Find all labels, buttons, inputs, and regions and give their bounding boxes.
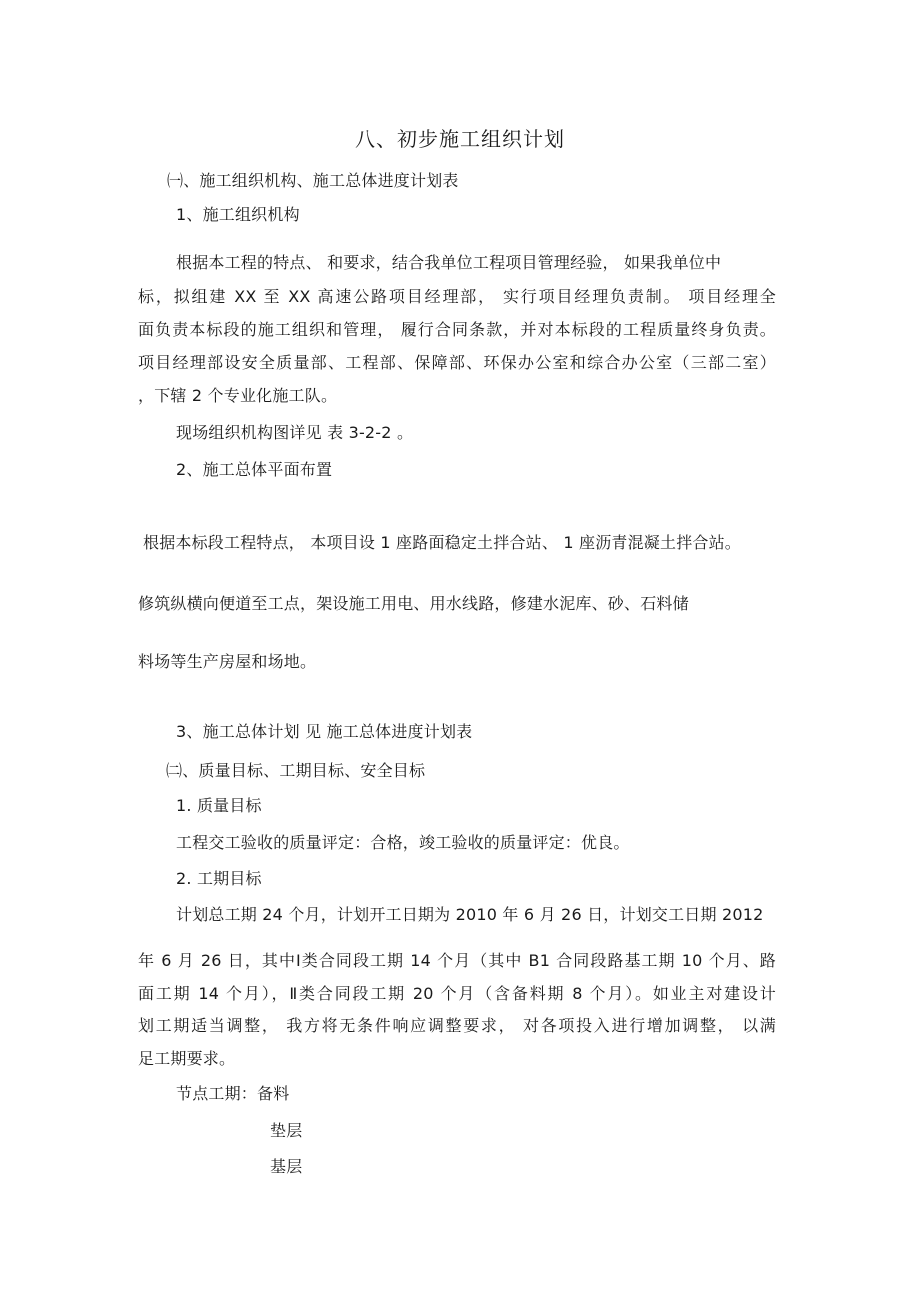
node-schedule-row xyxy=(176,1084,289,1104)
node-schedule-item: 备料 xyxy=(257,1084,290,1103)
subsection-heading-2-2: 2. 工期目标 xyxy=(176,869,262,888)
paragraph-line: 面负责本标段的施工组织和管理， 履行合同条款，并对本标段的工程质量终身负责。 xyxy=(138,320,776,339)
paragraph-line: 修筑纵横向便道至工点，架设施工用电、用水线路，修建水泥库、砂、石料储 xyxy=(138,594,689,613)
subsection-heading-1-1: 1、施工组织机构 xyxy=(176,205,300,224)
paragraph-line: 料场等生产房屋和场地。 xyxy=(138,652,317,671)
page-title: 八、初步施工组织计划 xyxy=(355,127,565,151)
section-heading-2: ㈡、质量目标、工期目标、安全目标 xyxy=(166,761,426,780)
org-chart-reference: 现场组织机构图详见 表 3-2-2 。 xyxy=(176,423,414,442)
paragraph-line: 足工期要求。 xyxy=(138,1049,236,1068)
subsection-heading-1-3: 3、施工总体计划 见 施工总体进度计划表 xyxy=(176,722,473,741)
subsection-heading-2-1: 1. 质量目标 xyxy=(176,796,262,815)
node-schedule-label: 节点工期： xyxy=(176,1084,258,1103)
node-schedule-item: 垫层 xyxy=(270,1121,303,1140)
paragraph-line: 年 6 月 26 日，其中Ⅰ类合同段工期 14 个月（其中 B1 合同段路基工期 10 个月、路 xyxy=(138,951,776,970)
paragraph-line: 面工期 14 个月），Ⅱ类合同段工期 20 个月（含备料期 8 个月）。如业主对建设计 xyxy=(138,984,776,1003)
paragraph-line: 根据本标段工程特点， 本项目设 1 座路面稳定土拌合站、 1 座沥青混凝土拌合站。 xyxy=(143,533,741,552)
paragraph-line: 根据本工程的特点、 和要求，结合我单位工程项目管理经验， 如果我单位中 xyxy=(176,253,722,272)
paragraph-line: ，下辖 2 个专业化施工队。 xyxy=(138,386,338,405)
paragraph-line: 项目经理部设安全质量部、工程部、保障部、环保办公室和综合办公室（三部二室） xyxy=(138,353,776,372)
paragraph-line: 标，拟组建 XX 至 XX 高速公路项目经理部， 实行项目经理负责制。 项目经理全 xyxy=(138,287,776,306)
paragraph-line: 工程交工验收的质量评定：合格，竣工验收的质量评定：优良。 xyxy=(176,833,630,852)
paragraph-line: 计划总工期 24 个月，计划开工日期为 2010 年 6 月 26 日，计划交工日期 2012 xyxy=(176,905,764,924)
section-heading-1: ㈠、施工组织机构、施工总体进度计划表 xyxy=(167,171,459,190)
paragraph-line: 划工期适当调整， 我方将无条件响应调整要求， 对各项投入进行增加调整， 以满 xyxy=(138,1016,776,1035)
subsection-heading-1-2: 2、施工总体平面布置 xyxy=(176,460,333,479)
node-schedule-item: 基层 xyxy=(270,1157,303,1176)
